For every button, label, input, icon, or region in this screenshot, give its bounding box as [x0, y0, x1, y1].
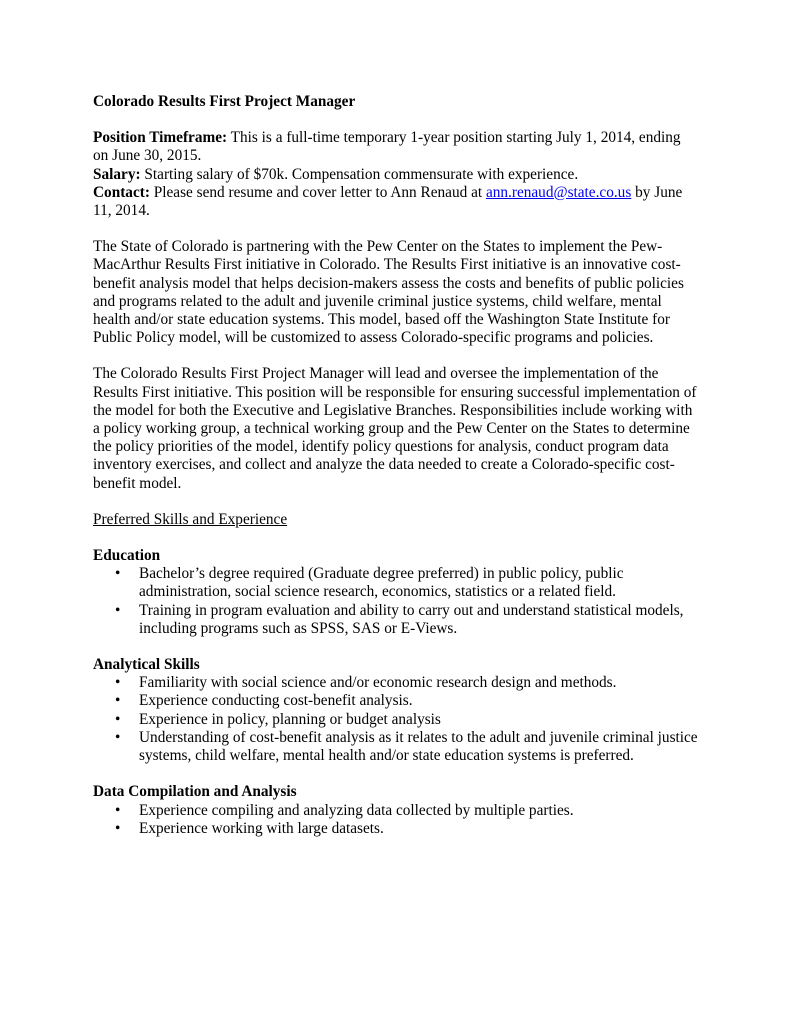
document-page	[93, 93, 699, 838]
education-list	[93, 565, 699, 638]
list-item	[93, 802, 699, 820]
timeframe-label: Position Timeframe:	[93, 129, 228, 147]
list-item	[93, 602, 699, 638]
contact-label: Contact:	[93, 183, 150, 201]
position-details	[93, 129, 699, 220]
analytical-skills-heading: Analytical Skills	[93, 656, 200, 674]
bullet-icon: •	[115, 728, 121, 746]
bullet-icon: •	[115, 674, 121, 692]
list-item	[93, 729, 699, 765]
bullet-icon: •	[115, 710, 121, 728]
list-item	[93, 565, 699, 601]
list-item-text: Experience conducting cost-benefit analysis.	[139, 692, 413, 710]
analytical-skills-section	[93, 656, 699, 765]
salary-text: Starting salary of $70k. Compensation commensurate with experience.	[140, 165, 579, 183]
skills-heading: Preferred Skills and Experience	[93, 510, 288, 528]
role-paragraph: The Colorado Results First Project Manager will lead and oversee the implementation of the Results First initiative. This position will be responsible for ensuring successful implementation of the model for both the Executive and Legislative Branches. Responsibilities include working with a policy working group, a technical working group and the Pew Center on the States to determine the policy priorities of the model, identify policy questions for analysis, conduct program data inventory exercises, and collect and analyze the data needed to create a Colorado-specific cost-benefit model.	[93, 365, 697, 492]
list-item-text: Familiarity with social science and/or economic research design and methods.	[139, 674, 617, 692]
timeframe-line	[93, 129, 699, 165]
bullet-icon: •	[115, 565, 121, 583]
list-item-text: Experience compiling and analyzing data collected by multiple parties.	[139, 801, 574, 819]
document-title: Colorado Results First Project Manager	[93, 93, 356, 110]
list-item-text: Training in program evaluation and ability to carry out and understand statistical models, including programs such as SPSS, SAS or E-Views.	[139, 601, 684, 637]
contact-line	[93, 184, 699, 220]
list-item	[93, 674, 699, 692]
data-compilation-list	[93, 802, 699, 838]
timeframe-text: This is a full-time temporary 1-year position starting July 1, 2014, ending on June 30, 2015.	[93, 129, 681, 165]
data-compilation-heading: Data Compilation and Analysis	[93, 783, 297, 801]
education-section	[93, 547, 699, 638]
intro-paragraph: The State of Colorado is partnering with the Pew Center on the States to implement the Pew-MacArthur Results First initiative in Colorado. The Results First initiative is an innovative cost-benefit analysis model that helps decision-makers assess the costs and benefits of public policies and programs related to the adult and juvenile criminal justice systems, child welfare, mental health and/or state education systems. This model, based off the Washington State Institute for Public Policy model, will be customized to assess Colorado-specific programs and policies.	[93, 238, 684, 347]
contact-text-after: by June 11, 2014.	[93, 183, 683, 220]
data-compilation-section	[93, 783, 699, 838]
contact-email-link[interactable]: ann.renaud@state.co.us	[485, 183, 632, 201]
list-item	[93, 692, 699, 710]
analytical-skills-list	[93, 674, 699, 765]
list-item-text: Bachelor’s degree required (Graduate degree preferred) in public policy, public administration, social science research, economics, statistics or a related field.	[139, 565, 624, 601]
salary-line	[93, 166, 699, 184]
education-heading: Education	[93, 547, 161, 565]
contact-text-before: Please send resume and cover letter to Ann Renaud at	[149, 183, 486, 201]
bullet-icon: •	[115, 819, 121, 837]
salary-label: Salary:	[93, 165, 141, 183]
list-item-text: Experience working with large datasets.	[139, 819, 384, 837]
list-item	[93, 820, 699, 838]
bullet-icon: •	[115, 692, 121, 710]
bullet-icon: •	[115, 601, 121, 619]
list-item-text: Understanding of cost-benefit analysis as it relates to the adult and juvenile criminal justice systems, child welfare, mental health and/or state education systems is preferred.	[139, 728, 698, 765]
list-item	[93, 711, 699, 729]
list-item-text: Experience in policy, planning or budget analysis	[139, 710, 441, 728]
bullet-icon: •	[115, 801, 121, 819]
